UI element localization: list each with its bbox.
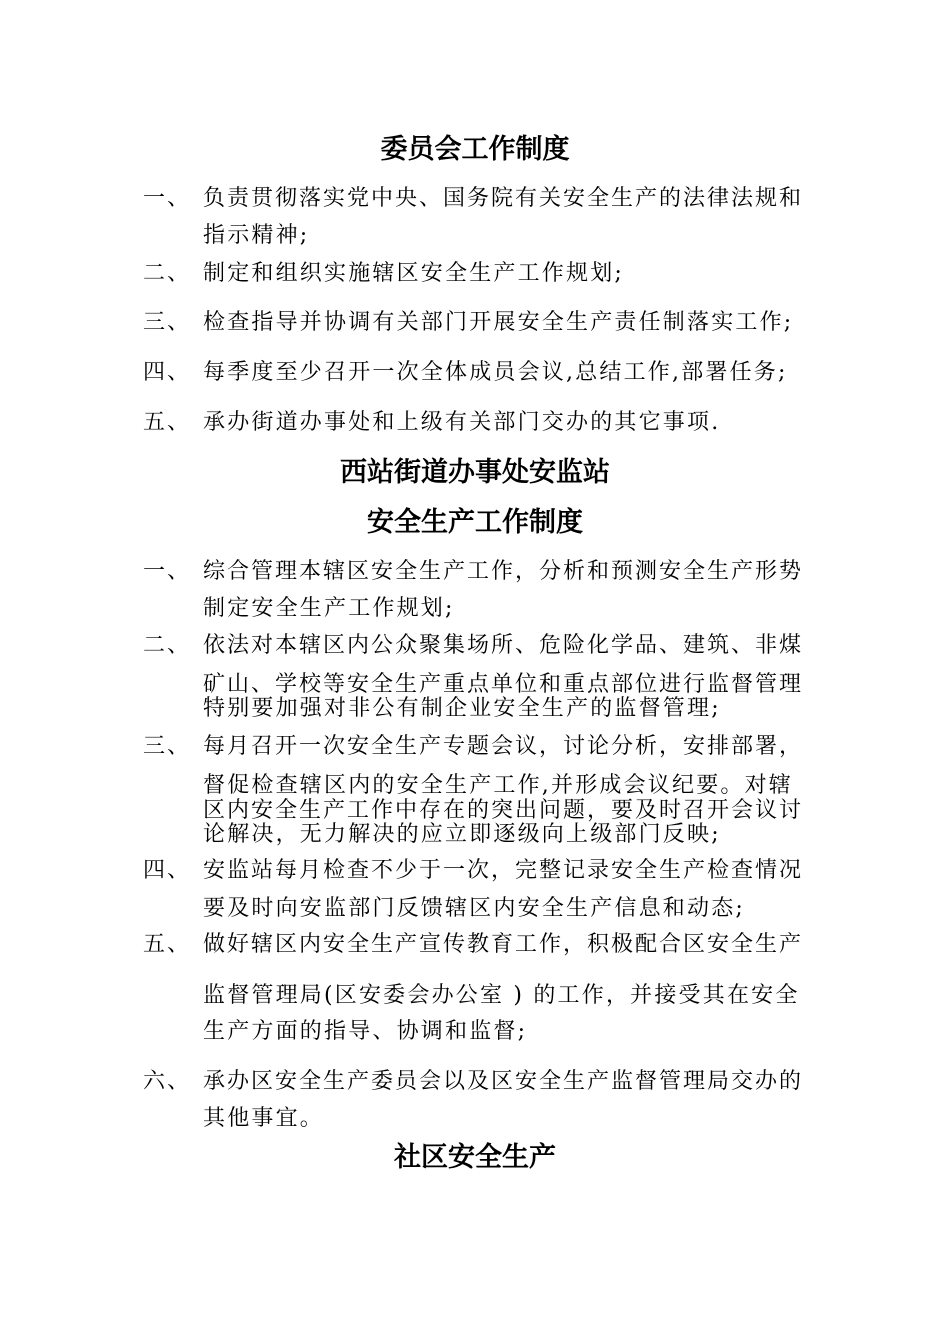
s2-item1-number: 一、	[143, 559, 192, 584]
section1-title: 委员会工作制度	[380, 134, 570, 165]
section2-title-line2: 安全生产工作制度	[367, 507, 583, 538]
s2-item5-line3: 生产方面的指导、协调和监督;	[203, 1019, 528, 1044]
s1-item4-line1: 每季度至少召开一次全体成员会议,总结工作,部署任务;	[203, 360, 788, 385]
s2-item3-line3: 区内安全生产工作中存在的突出问题，要及时召开会议讨	[203, 798, 804, 823]
s1-item2-line1: 制定和组织实施辖区安全生产工作规划;	[203, 261, 625, 286]
s2-item4-number: 四、	[143, 858, 192, 883]
s2-item1-line2: 制定安全生产工作规划;	[203, 596, 455, 621]
s1-item1-number: 一、	[143, 186, 192, 211]
s2-item2-line3: 特别要加强对非公有制企业安全生产的监督管理;	[203, 696, 721, 721]
s2-item6-line1: 承办区安全生产委员会以及区安全生产监督管理局交办的	[203, 1069, 804, 1094]
s2-item5-line1: 做好辖区内安全生产宣传教育工作，积极配合区安全生产	[203, 932, 804, 957]
s2-item2-line2: 矿山、学校等安全生产重点单位和重点部位进行监督管理	[203, 672, 804, 697]
s2-item3-line1: 每月召开一次安全生产专题会议，讨论分析，安排部署，	[203, 734, 804, 759]
s1-item5-number: 五、	[143, 410, 192, 435]
s2-item6-number: 六、	[143, 1069, 192, 1094]
s1-item1-line2: 指示精神;	[203, 223, 310, 248]
s1-item5-line1: 承办街道办事处和上级有关部门交办的其它事项.	[203, 410, 721, 435]
s1-item2-number: 二、	[143, 261, 192, 286]
s1-item4-number: 四、	[143, 360, 192, 385]
s1-item3-number: 三、	[143, 310, 192, 335]
s2-item5-number: 五、	[143, 932, 192, 957]
s2-item4-line2: 要及时向安监部门反馈辖区内安全生产信息和动态;	[203, 896, 746, 921]
s2-item1-line1: 综合管理本辖区安全生产工作，分析和预测安全生产形势	[203, 559, 804, 584]
s2-item3-line2: 督促检查辖区内的安全生产工作,并形成会议纪要。对辖	[203, 773, 793, 798]
s2-item2-number: 二、	[143, 633, 192, 658]
s2-item2-line1: 依法对本辖区内公众聚集场所、危险化学品、建筑、非煤	[203, 633, 804, 658]
s2-item4-line1: 安监站每月检查不少于一次，完整记录安全生产检查情况	[203, 858, 804, 883]
s2-item6-line2: 其他事宜。	[203, 1106, 325, 1131]
s2-item5-line2: 监督管理局(区安委会办公室 ) 的工作，并接受其在安全	[203, 983, 800, 1008]
s1-item3-line1: 检查指导并协调有关部门开展安全生产责任制落实工作;	[203, 310, 794, 335]
section3-title: 社区安全生产	[394, 1142, 556, 1173]
s2-item3-line4: 论解决，无力解决的应立即逐级向上级部门反映;	[203, 822, 721, 847]
s2-item3-number: 三、	[143, 734, 192, 759]
s1-item1-line1: 负责贯彻落实党中央、国务院有关安全生产的法律法规和	[203, 186, 804, 211]
section2-title-line1: 西站街道办事处安监站	[340, 457, 610, 488]
